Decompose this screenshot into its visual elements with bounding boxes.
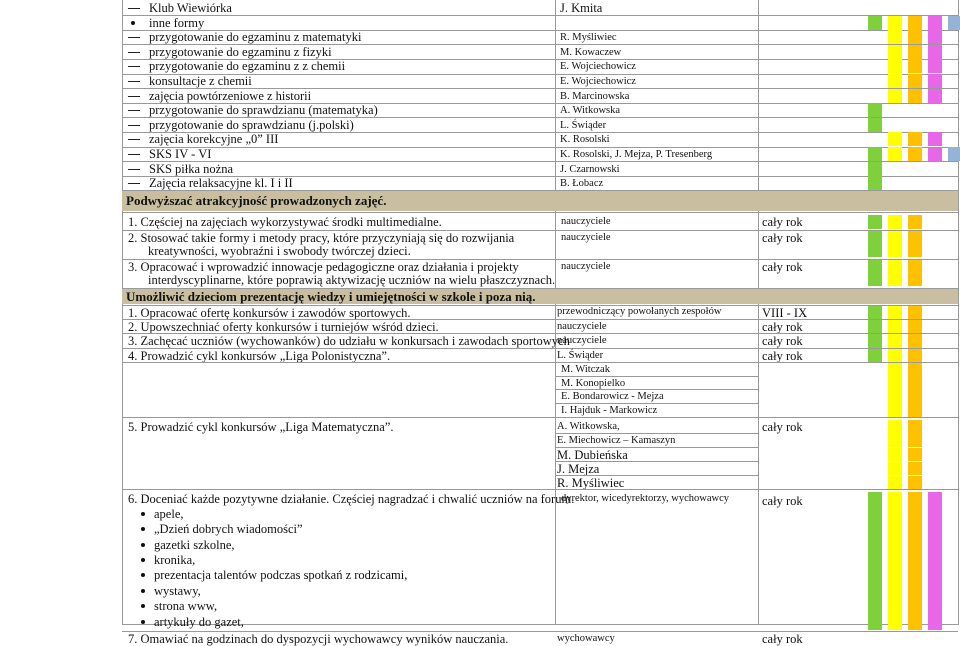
league-teacher: E. Miechowicz – Kamaszyn bbox=[557, 434, 676, 446]
color-cell-yellow bbox=[888, 215, 902, 229]
color-cell-yellow bbox=[888, 448, 902, 461]
list-bullet-marker bbox=[141, 573, 145, 577]
activity-label: SKS IV - VI bbox=[149, 147, 212, 161]
list-dash-marker bbox=[128, 110, 140, 111]
grid-line-v bbox=[758, 0, 759, 625]
color-cell-orange bbox=[908, 476, 922, 489]
color-cell-yellow bbox=[888, 349, 902, 363]
color-cell-green bbox=[868, 320, 882, 334]
color-cell-green bbox=[868, 334, 882, 348]
color-cell-orange bbox=[908, 245, 922, 257]
color-cell-green bbox=[868, 349, 882, 363]
list-bullet-marker bbox=[141, 543, 145, 547]
color-cell-orange bbox=[908, 215, 922, 229]
color-cell-orange bbox=[908, 434, 922, 447]
list-dash-marker bbox=[128, 96, 140, 97]
activity-teacher: B. Łobacz bbox=[560, 178, 604, 190]
color-cell-yellow bbox=[888, 132, 902, 146]
league-teacher: M. Konopielko bbox=[561, 377, 626, 389]
league-teacher: J. Mejza bbox=[557, 461, 600, 476]
color-cell-yellow bbox=[888, 363, 902, 377]
color-cell-green bbox=[868, 274, 882, 286]
list-dash-marker bbox=[128, 8, 140, 9]
task-responsible: L. Świąder bbox=[557, 349, 604, 361]
list-dash-marker bbox=[128, 139, 140, 140]
list-dash-marker bbox=[128, 154, 140, 155]
task-text: 5. Prowadzić cykl konkursów „Liga Matematyczna”. bbox=[128, 419, 394, 434]
color-cell-orange bbox=[908, 74, 922, 88]
color-cell-yellow bbox=[888, 74, 902, 88]
activity-label: SKS piłka nożna bbox=[149, 161, 234, 176]
award-form: „Dzień dobrych wiadomości” bbox=[154, 522, 303, 537]
color-cell-orange bbox=[908, 448, 922, 461]
activity-label: zajęcia korekcyjne „0” III bbox=[149, 132, 279, 147]
list-bullet-marker bbox=[141, 604, 145, 608]
color-cell-green bbox=[868, 103, 882, 117]
award-form: prezentacja talentów podczas spotkań z rodzicami, bbox=[154, 568, 408, 583]
color-cell-green bbox=[868, 162, 882, 176]
league-teacher: A. Witkowska, bbox=[557, 420, 620, 432]
activity-label: przygotowanie do sprawdzianu (j.polski) bbox=[149, 117, 354, 132]
grid-line-h bbox=[122, 15, 958, 16]
activity-label: inne formy bbox=[149, 15, 205, 30]
color-cell-orange bbox=[908, 260, 922, 274]
color-cell-green bbox=[868, 231, 882, 245]
color-cell-yellow bbox=[888, 231, 902, 245]
task-responsible: nauczyciele bbox=[561, 231, 611, 243]
list-bullet-marker bbox=[141, 589, 145, 593]
award-form: apele, bbox=[154, 506, 184, 521]
task-timeframe: cały rok bbox=[762, 320, 803, 335]
grid-line-h bbox=[122, 417, 958, 418]
color-cell-yellow bbox=[888, 492, 902, 630]
task-text: 2. Upowszechniać oferty konkursów i turniejów wśród dzieci. bbox=[128, 320, 439, 335]
task-timeframe: cały rok bbox=[762, 348, 803, 363]
color-cell-green bbox=[868, 176, 882, 190]
task-responsible: przewodniczący powołanych zespołów bbox=[557, 305, 722, 317]
color-cell-yellow bbox=[888, 377, 902, 391]
color-cell-yellow bbox=[888, 16, 902, 30]
activity-teacher: E. Wojciechowicz bbox=[560, 76, 636, 87]
color-cell-orange bbox=[908, 132, 922, 146]
task-text-continued: interdyscyplinarne, które poprawią aktywizację uczniów na wielu płaszczyznach. bbox=[148, 272, 556, 287]
color-cell-pink bbox=[928, 147, 942, 161]
color-cell-orange bbox=[908, 349, 922, 363]
grid-line-h bbox=[122, 489, 958, 490]
color-cell-pink bbox=[928, 89, 942, 103]
task-text: 1. Częściej na zajęciach wykorzystywać środki multimedialne. bbox=[128, 214, 442, 229]
activity-teacher: M. Kowaczew bbox=[560, 46, 622, 58]
color-cell-pink bbox=[928, 16, 942, 30]
color-cell-pink bbox=[928, 30, 942, 44]
color-cell-yellow bbox=[888, 260, 902, 274]
activity-teacher: A. Witkowska bbox=[560, 105, 621, 117]
color-cell-orange bbox=[908, 363, 922, 377]
league-teacher: M. Witczak bbox=[561, 364, 610, 375]
color-cell-orange bbox=[908, 377, 922, 391]
activity-label: Klub Wiewiórka bbox=[149, 1, 232, 15]
grid-line-v bbox=[122, 0, 123, 625]
grid-line-h bbox=[122, 161, 958, 162]
task-timeframe: cały rok bbox=[762, 214, 803, 229]
color-cell-pink bbox=[928, 74, 942, 88]
color-cell-yellow bbox=[888, 462, 902, 475]
goal-heading: Podwyższać atrakcyjność prowadzonych zajęć. bbox=[126, 192, 387, 208]
task-text: 6. Doceniać każde pozytywne działanie. Częściej nagradzać i chwalić uczniów na forum. bbox=[128, 491, 575, 506]
activity-teacher: B. Marcinowska bbox=[560, 90, 630, 102]
grid-line-v bbox=[958, 0, 959, 625]
list-bullet-marker bbox=[141, 527, 145, 531]
color-cell-pink bbox=[928, 132, 942, 146]
color-cell-pink bbox=[928, 492, 942, 630]
color-cell-yellow bbox=[888, 45, 902, 59]
color-cell-green bbox=[868, 306, 882, 320]
color-cell-pink bbox=[928, 59, 942, 73]
task-text-continued: kreatywności, wyobraźni i swobody twórczej dzieci. bbox=[148, 243, 411, 258]
list-dash-marker bbox=[128, 52, 140, 53]
activity-teacher: E. Wojciechowicz bbox=[560, 61, 636, 73]
activity-label: przygotowanie do egzaminu z matematyki bbox=[149, 30, 362, 45]
color-cell-yellow bbox=[888, 434, 902, 447]
color-cell-orange bbox=[908, 231, 922, 245]
grid-line-h bbox=[122, 624, 958, 625]
task-text: 3. Opracować i wprowadzić innowacje pedagogiczne oraz działania i projekty bbox=[128, 259, 519, 274]
list-bullet-marker bbox=[141, 512, 145, 516]
goal-heading: Umożliwić dzieciom prezentację wiedzy i umiejętności w szkole i poza nią. bbox=[126, 288, 536, 304]
task-responsible: wychowawcy bbox=[557, 633, 615, 644]
league-teacher: E. Bondarowicz - Mejza bbox=[561, 391, 664, 403]
color-cell-yellow bbox=[888, 420, 902, 434]
activity-label: zajęcia powtórzeniowe z historii bbox=[149, 88, 312, 103]
color-cell-yellow bbox=[888, 476, 902, 489]
color-cell-yellow bbox=[888, 274, 902, 286]
color-cell-green bbox=[868, 260, 882, 274]
activity-label: konsultacje z chemii bbox=[149, 74, 252, 88]
color-cell-yellow bbox=[888, 320, 902, 334]
task-responsible: nauczyciele bbox=[561, 260, 611, 272]
activity-teacher: R. Myśliwiec bbox=[560, 32, 617, 44]
color-cell-orange bbox=[908, 492, 922, 630]
color-cell-pink bbox=[928, 45, 942, 59]
list-dash-marker bbox=[128, 66, 140, 67]
color-cell-blue bbox=[948, 147, 960, 161]
color-cell-green bbox=[868, 16, 882, 30]
color-cell-yellow bbox=[888, 306, 902, 320]
color-cell-orange bbox=[908, 59, 922, 73]
color-cell-orange bbox=[908, 320, 922, 334]
task-timeframe: cały rok bbox=[762, 259, 803, 274]
color-cell-orange bbox=[908, 16, 922, 30]
color-cell-orange bbox=[908, 45, 922, 59]
color-cell-orange bbox=[908, 30, 922, 44]
activity-label: przygotowanie do egzaminu z z chemii bbox=[149, 59, 346, 74]
color-cell-orange bbox=[908, 462, 922, 475]
color-cell-orange bbox=[908, 274, 922, 286]
task-text: 4. Prowadzić cykl konkursów „Liga Polonistyczna”. bbox=[128, 348, 391, 363]
color-cell-orange bbox=[908, 89, 922, 103]
list-dash-marker bbox=[128, 81, 140, 82]
award-form: strona www, bbox=[154, 599, 218, 614]
award-form: kronika, bbox=[154, 553, 196, 567]
grid-line-h bbox=[122, 362, 958, 363]
list-dash-marker bbox=[128, 169, 140, 170]
grid-line-h bbox=[122, 212, 958, 213]
task-text: 1. Opracować ofertę konkursów i zawodów sportowych. bbox=[128, 305, 411, 320]
task-timeframe: cały rok bbox=[762, 493, 803, 508]
color-cell-blue bbox=[948, 16, 960, 30]
color-cell-orange bbox=[908, 306, 922, 320]
list-bullet-marker bbox=[141, 558, 145, 562]
activity-teacher: K. Rosolski, J. Mejza, P. Tresenberg bbox=[560, 149, 713, 160]
task-text: 7. Omawiać na godzinach do dyspozycji wychowawcy wyników nauczania. bbox=[128, 632, 509, 646]
task-timeframe: cały rok bbox=[762, 632, 803, 646]
task-responsible: nauczyciele bbox=[557, 335, 607, 347]
color-cell-orange bbox=[908, 147, 922, 161]
task-timeframe: VIII - IX bbox=[762, 305, 808, 320]
list-dash-marker bbox=[128, 183, 140, 184]
task-timeframe: cały rok bbox=[762, 419, 803, 434]
color-cell-green bbox=[868, 118, 882, 132]
list-dash-marker bbox=[128, 125, 140, 126]
list-bullet-marker bbox=[141, 620, 145, 624]
task-responsible: nauczyciele bbox=[557, 321, 607, 333]
activity-label: przygotowanie do sprawdzianu (matematyka) bbox=[149, 103, 378, 118]
activity-teacher: K. Rosolski bbox=[560, 134, 610, 146]
award-form: gazetki szkolne, bbox=[154, 537, 235, 552]
league-teacher: I. Hajduk - Markowicz bbox=[561, 405, 658, 417]
award-form: wystawy, bbox=[154, 583, 201, 598]
league-teacher: M. Dubieńska bbox=[557, 447, 628, 462]
color-cell-yellow bbox=[888, 334, 902, 348]
task-timeframe: cały rok bbox=[762, 334, 803, 349]
league-teacher: R. Myśliwiec bbox=[557, 475, 625, 490]
task-text: 2. Stosować takie formy i metody pracy, które przyczyniają się do rozwijania bbox=[128, 230, 515, 245]
task-responsible: dyrektor, wicedyrektorzy, wychowawcy bbox=[561, 492, 729, 504]
color-cell-yellow bbox=[888, 89, 902, 103]
task-text: 3. Zachęcać uczniów (wychowanków) do udziału w konkursach i zawodach sportowych bbox=[128, 334, 570, 349]
grid-line-v bbox=[555, 0, 556, 625]
color-cell-yellow bbox=[888, 245, 902, 257]
list-dash-marker bbox=[128, 37, 140, 38]
color-cell-green bbox=[868, 147, 882, 161]
activity-teacher: L. Świąder bbox=[560, 119, 607, 131]
activity-label: przygotowanie do egzaminu z fizyki bbox=[149, 44, 332, 59]
activity-label: Zajęcia relaksacyjne kl. I i II bbox=[149, 176, 293, 191]
color-cell-orange bbox=[908, 334, 922, 348]
color-cell-yellow bbox=[888, 59, 902, 73]
grid-line-h bbox=[122, 147, 958, 148]
color-cell-green bbox=[868, 245, 882, 257]
color-cell-green bbox=[868, 215, 882, 229]
activity-teacher: J. Kmita bbox=[560, 1, 603, 15]
color-cell-yellow bbox=[888, 147, 902, 161]
color-cell-yellow bbox=[888, 390, 902, 404]
task-timeframe: cały rok bbox=[762, 230, 803, 245]
activity-teacher: J. Czarnowski bbox=[560, 163, 620, 175]
color-cell-orange bbox=[908, 390, 922, 404]
color-cell-yellow bbox=[888, 30, 902, 44]
task-responsible: nauczyciele bbox=[561, 215, 611, 227]
award-form: artykuły do gazet, bbox=[154, 614, 244, 629]
color-cell-green bbox=[868, 492, 882, 630]
color-cell-orange bbox=[908, 420, 922, 434]
list-bullet-marker bbox=[131, 21, 135, 25]
